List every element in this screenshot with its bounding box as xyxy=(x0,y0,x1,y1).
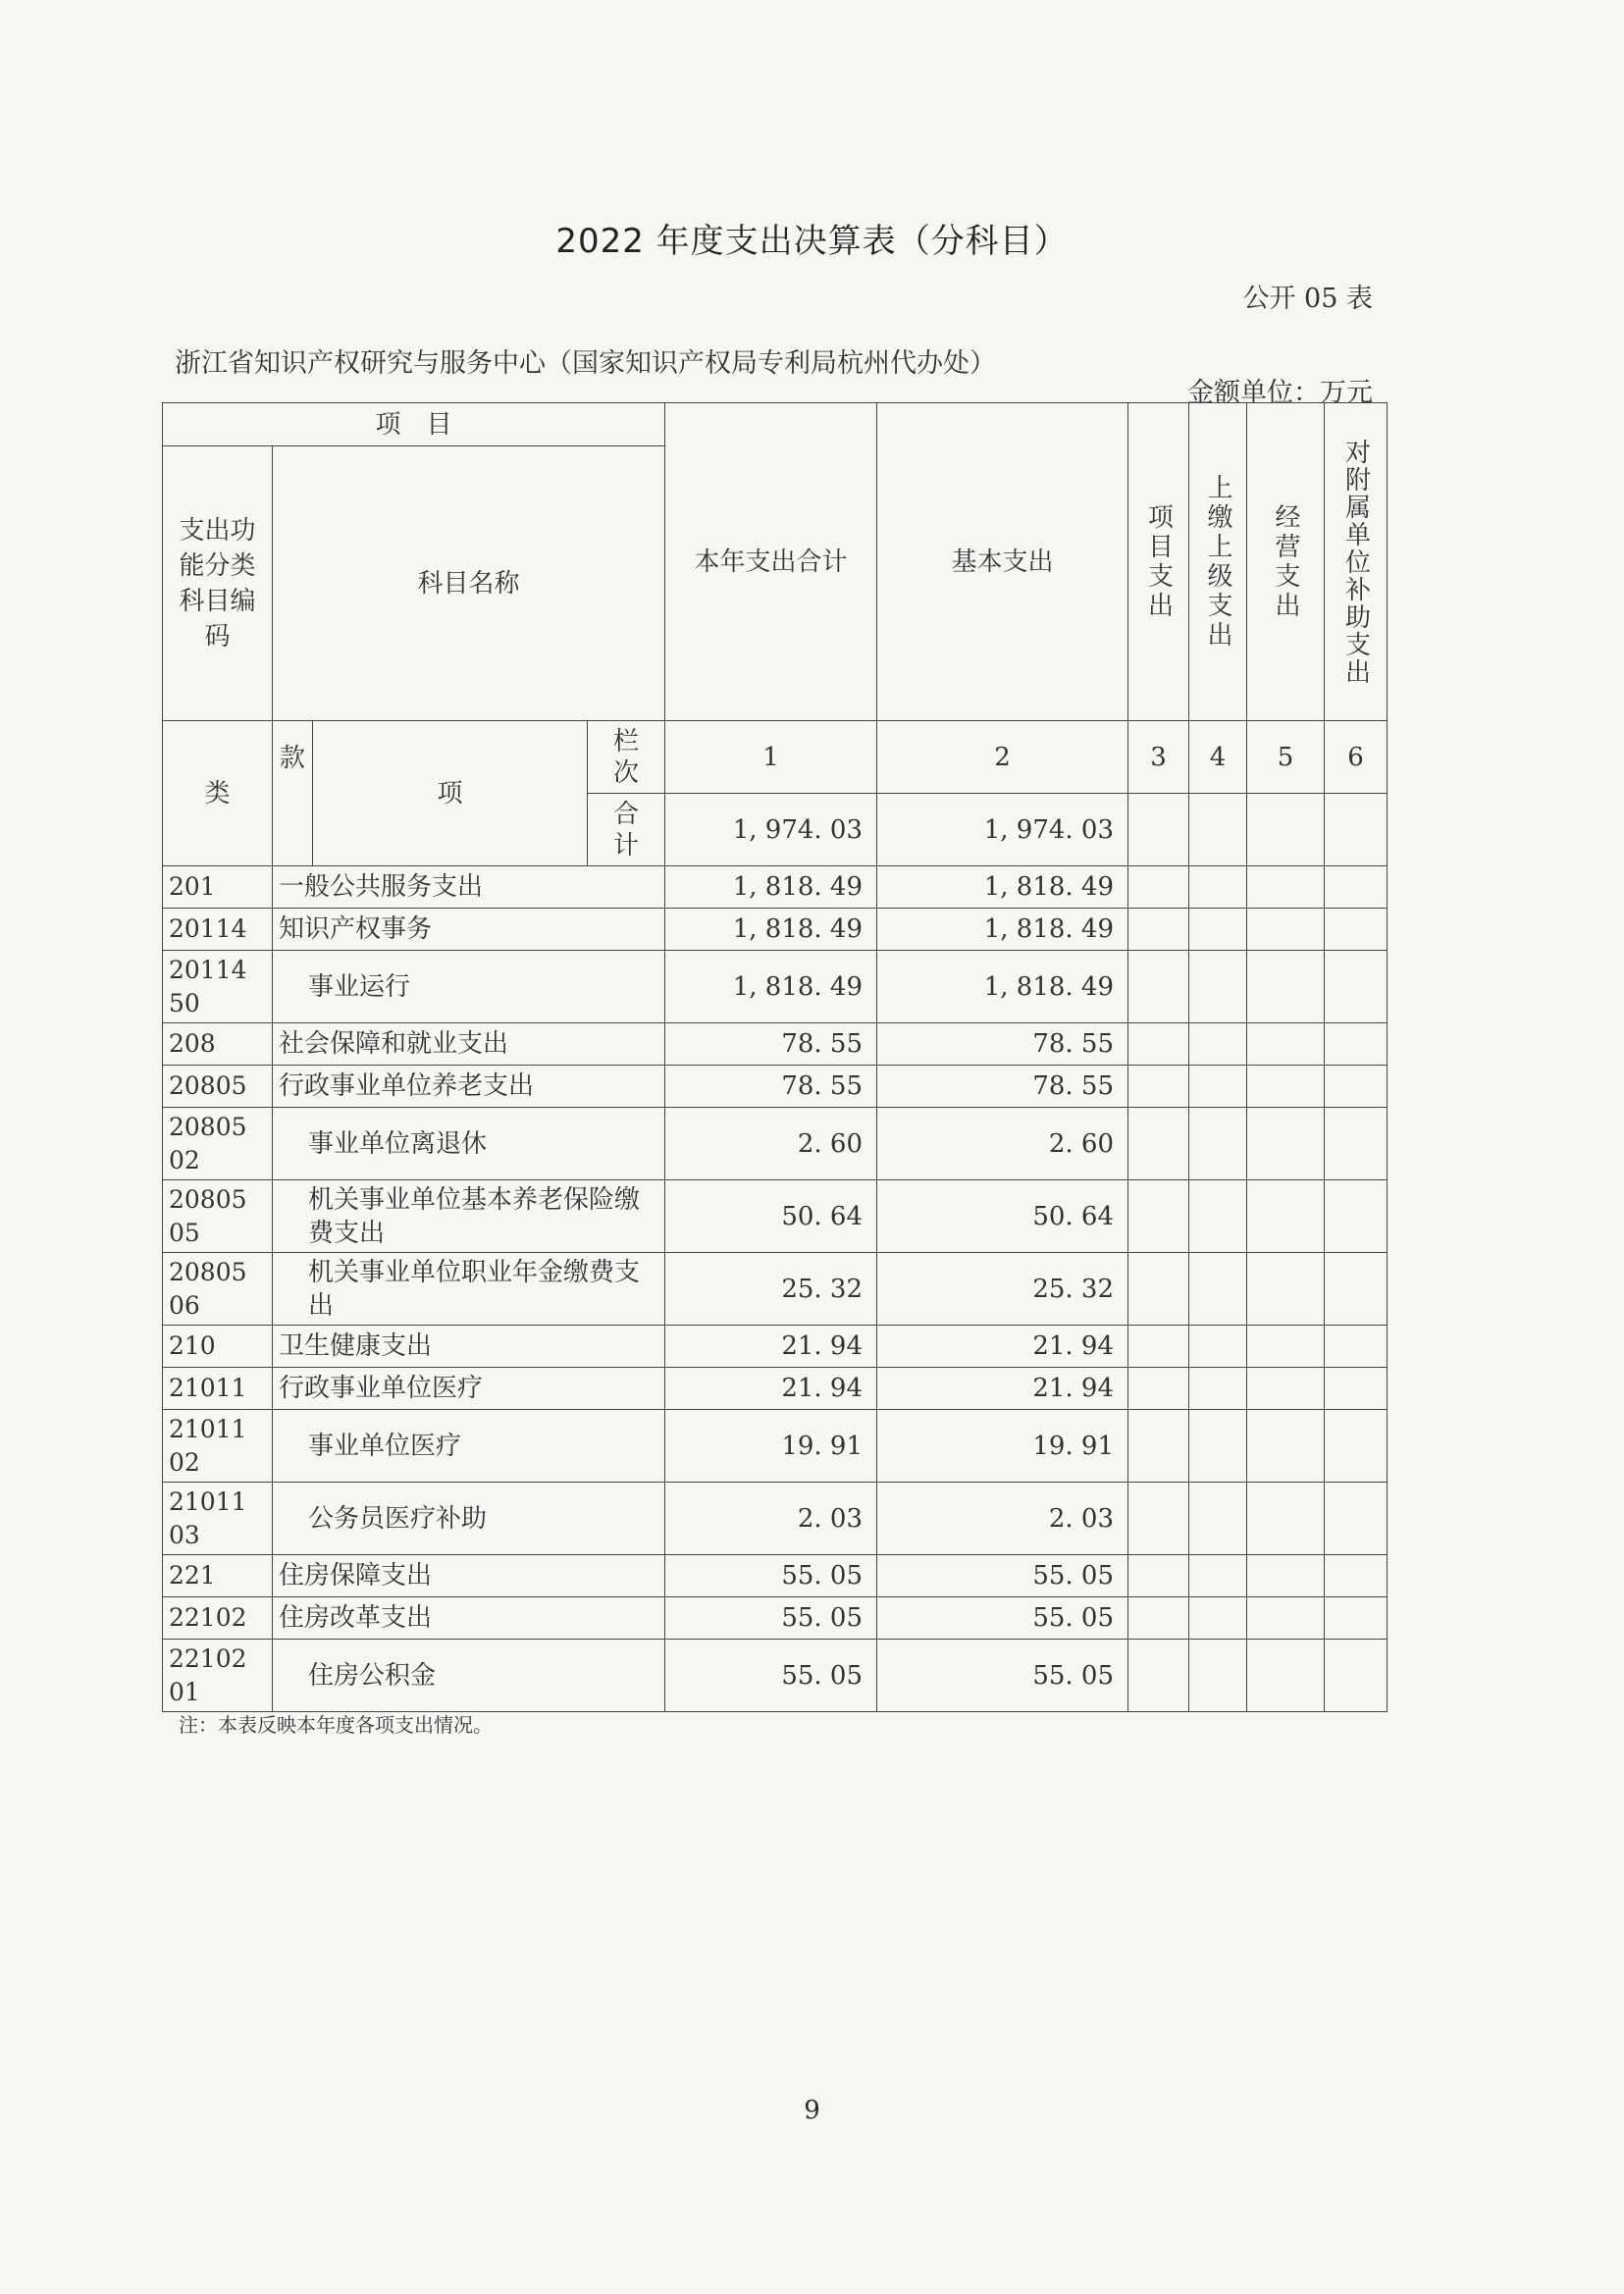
row-name: 知识产权事务 xyxy=(273,909,665,951)
empty-cell xyxy=(1247,1023,1325,1066)
empty-cell xyxy=(1247,1410,1325,1483)
empty-cell xyxy=(1325,1640,1388,1712)
empty-cell xyxy=(1247,1066,1325,1108)
empty-cell xyxy=(1325,1066,1388,1108)
empty-cell xyxy=(1325,1410,1388,1483)
empty-cell xyxy=(1189,1253,1247,1326)
row-total: 50. 64 xyxy=(665,1180,877,1253)
row-code: 22102 xyxy=(163,1597,273,1640)
row-basic: 1, 818. 49 xyxy=(877,909,1128,951)
empty-cell xyxy=(1247,1326,1325,1368)
empty-cell xyxy=(1128,1368,1189,1410)
table-row xyxy=(163,1597,1388,1640)
row-total: 1, 818. 49 xyxy=(665,909,877,951)
col-num-5: 5 xyxy=(1247,721,1325,794)
empty-cell xyxy=(1189,1066,1247,1108)
table-row xyxy=(163,1253,1388,1326)
row-total: 1, 818. 49 xyxy=(665,866,877,909)
header-heji: 合计 xyxy=(588,794,665,866)
header-business: 经营支出 xyxy=(1247,403,1325,721)
empty-cell xyxy=(1247,909,1325,951)
row-name: 事业运行 xyxy=(273,951,665,1023)
empty-cell xyxy=(1325,909,1388,951)
empty-cell xyxy=(1189,909,1247,951)
row-name: 一般公共服务支出 xyxy=(273,866,665,909)
header-upper: 上缴上级支出 xyxy=(1189,403,1247,721)
row-name: 卫生健康支出 xyxy=(273,1326,665,1368)
row-name: 住房改革支出 xyxy=(273,1597,665,1640)
row-code: 20805 xyxy=(163,1066,273,1108)
row-code: 21011 xyxy=(163,1368,273,1410)
row-name: 机关事业单位基本养老保险缴费支出 xyxy=(273,1180,665,1253)
empty-cell xyxy=(1128,1108,1189,1180)
row-code: 201 xyxy=(163,866,273,909)
row-basic: 1, 818. 49 xyxy=(877,866,1128,909)
col-num-2: 2 xyxy=(877,721,1128,794)
empty-cell xyxy=(1189,1326,1247,1368)
empty-cell xyxy=(1189,866,1247,909)
empty-cell xyxy=(1189,951,1247,1023)
organization-name: 浙江省知识产权研究与服务中心（国家知识产权局专利局杭州代办处） xyxy=(175,348,996,379)
page-title: 2022 年度支出决算表（分科目） xyxy=(555,222,1069,261)
row-total: 55. 05 xyxy=(665,1555,877,1597)
table-row xyxy=(163,909,1388,951)
row-basic: 19. 91 xyxy=(877,1410,1128,1483)
amount-unit: 金额单位：万元 xyxy=(1187,378,1373,408)
empty-cell xyxy=(1128,1597,1189,1640)
empty-cell xyxy=(1128,1253,1189,1326)
row-name: 住房公积金 xyxy=(273,1640,665,1712)
empty-cell xyxy=(1325,1368,1388,1410)
row-basic: 55. 05 xyxy=(877,1640,1128,1712)
empty-cell xyxy=(1247,1555,1325,1597)
row-code: 21011 03 xyxy=(163,1483,273,1555)
table-row xyxy=(163,1640,1388,1712)
empty-cell xyxy=(1325,1108,1388,1180)
row-name: 行政事业单位养老支出 xyxy=(273,1066,665,1108)
empty-cell xyxy=(1325,1555,1388,1597)
row-total: 19. 91 xyxy=(665,1410,877,1483)
header-lanci: 栏次 xyxy=(588,721,665,794)
row-code: 20805 02 xyxy=(163,1108,273,1180)
row-name: 公务员医疗补助 xyxy=(273,1483,665,1555)
empty-cell xyxy=(1325,1023,1388,1066)
row-name: 事业单位离退休 xyxy=(273,1108,665,1180)
row-basic: 2. 60 xyxy=(877,1108,1128,1180)
empty-cell xyxy=(1128,1483,1189,1555)
row-code: 21011 02 xyxy=(163,1410,273,1483)
header-project: 项目支出 xyxy=(1128,403,1189,721)
empty-cell xyxy=(1325,1253,1388,1326)
table-row xyxy=(163,1483,1388,1555)
row-code: 210 xyxy=(163,1326,273,1368)
header-lei: 类 xyxy=(163,721,273,866)
empty-cell xyxy=(1128,1326,1189,1368)
header-item: 项 目 xyxy=(163,403,665,446)
row-code: 20805 05 xyxy=(163,1180,273,1253)
row-basic: 25. 32 xyxy=(877,1253,1128,1326)
empty-cell xyxy=(1189,1180,1247,1253)
grand-basic: 1, 974. 03 xyxy=(877,794,1128,866)
empty-cell xyxy=(1128,866,1189,909)
empty-cell xyxy=(1128,1023,1189,1066)
row-basic: 78. 55 xyxy=(877,1023,1128,1066)
row-basic: 1, 818. 49 xyxy=(877,951,1128,1023)
row-code: 221 xyxy=(163,1555,273,1597)
row-basic: 78. 55 xyxy=(877,1066,1128,1108)
col-num-1: 1 xyxy=(665,721,877,794)
col-num-6: 6 xyxy=(1325,721,1388,794)
header-basic: 基本支出 xyxy=(877,403,1128,721)
empty-cell xyxy=(1128,1066,1189,1108)
row-name: 社会保障和就业支出 xyxy=(273,1023,665,1066)
row-basic: 2. 03 xyxy=(877,1483,1128,1555)
row-basic: 21. 94 xyxy=(877,1326,1128,1368)
row-total: 25. 32 xyxy=(665,1253,877,1326)
empty-cell xyxy=(1325,951,1388,1023)
table-code: 公开 05 表 xyxy=(1242,284,1373,314)
empty-cell xyxy=(1247,1368,1325,1410)
row-basic: 55. 05 xyxy=(877,1597,1128,1640)
expenditure-table xyxy=(162,402,1388,1712)
table-row xyxy=(163,1555,1388,1597)
header-total: 本年支出合计 xyxy=(665,403,877,721)
empty-cell xyxy=(1247,1640,1325,1712)
row-name: 行政事业单位医疗 xyxy=(273,1368,665,1410)
empty-cell xyxy=(1247,1108,1325,1180)
row-code: 20805 06 xyxy=(163,1253,273,1326)
col-num-4: 4 xyxy=(1189,721,1247,794)
page-number: 9 xyxy=(804,2096,820,2125)
table-row xyxy=(163,1410,1388,1483)
row-total: 55. 05 xyxy=(665,1640,877,1712)
empty-cell xyxy=(1325,1180,1388,1253)
empty-cell xyxy=(1325,1326,1388,1368)
empty-cell xyxy=(1189,1483,1247,1555)
row-name: 事业单位医疗 xyxy=(273,1410,665,1483)
row-total: 1, 818. 49 xyxy=(665,951,877,1023)
table-row xyxy=(163,1023,1388,1066)
row-basic: 50. 64 xyxy=(877,1180,1128,1253)
empty-cell xyxy=(1247,951,1325,1023)
header-kuan: 款 xyxy=(273,721,313,866)
row-code: 22102 01 xyxy=(163,1640,273,1712)
empty-cell xyxy=(1189,1597,1247,1640)
row-basic: 21. 94 xyxy=(877,1368,1128,1410)
header-xiang: 项 xyxy=(313,721,588,866)
row-basic: 55. 05 xyxy=(877,1555,1128,1597)
header-name: 科目名称 xyxy=(273,446,665,721)
empty-cell xyxy=(1325,1597,1388,1640)
row-total: 2. 03 xyxy=(665,1483,877,1555)
row-total: 55. 05 xyxy=(665,1597,877,1640)
table-row xyxy=(163,1108,1388,1180)
empty-cell xyxy=(1189,1410,1247,1483)
row-total: 21. 94 xyxy=(665,1368,877,1410)
col-num-3: 3 xyxy=(1128,721,1189,794)
row-total: 2. 60 xyxy=(665,1108,877,1180)
row-total: 78. 55 xyxy=(665,1023,877,1066)
empty-cell xyxy=(1128,1180,1189,1253)
table-row xyxy=(163,866,1388,909)
empty-cell xyxy=(1247,1597,1325,1640)
row-code: 208 xyxy=(163,1023,273,1066)
empty-cell xyxy=(1247,866,1325,909)
empty-cell xyxy=(1247,1180,1325,1253)
row-code: 20114 xyxy=(163,909,273,951)
empty-cell xyxy=(1189,1555,1247,1597)
empty-cell xyxy=(1128,951,1189,1023)
header-subsidy: 对附属单位补助支出 xyxy=(1325,403,1388,721)
table-row xyxy=(163,951,1388,1023)
empty-cell xyxy=(1189,1368,1247,1410)
grand-total: 1, 974. 03 xyxy=(665,794,877,866)
table-row xyxy=(163,1066,1388,1108)
row-name: 住房保障支出 xyxy=(273,1555,665,1597)
empty-cell xyxy=(1189,1108,1247,1180)
row-name: 机关事业单位职业年金缴费支出 xyxy=(273,1253,665,1326)
empty-cell xyxy=(1325,1483,1388,1555)
row-total: 21. 94 xyxy=(665,1326,877,1368)
row-code: 20114 50 xyxy=(163,951,273,1023)
empty-cell xyxy=(1128,1555,1189,1597)
empty-cell xyxy=(1128,1410,1189,1483)
empty-cell xyxy=(1128,909,1189,951)
empty-cell xyxy=(1189,1023,1247,1066)
empty-cell xyxy=(1247,1483,1325,1555)
row-total: 78. 55 xyxy=(665,1066,877,1108)
table-row xyxy=(163,1368,1388,1410)
empty-cell xyxy=(1189,1640,1247,1712)
table-note: 注：本表反映本年度各项支出情况。 xyxy=(179,1713,493,1737)
empty-cell xyxy=(1247,1253,1325,1326)
table-row xyxy=(163,1326,1388,1368)
empty-cell xyxy=(1325,866,1388,909)
header-code: 支出功 能分类 科目编 码 xyxy=(163,446,273,721)
table-row xyxy=(163,1180,1388,1253)
empty-cell xyxy=(1128,1640,1189,1712)
